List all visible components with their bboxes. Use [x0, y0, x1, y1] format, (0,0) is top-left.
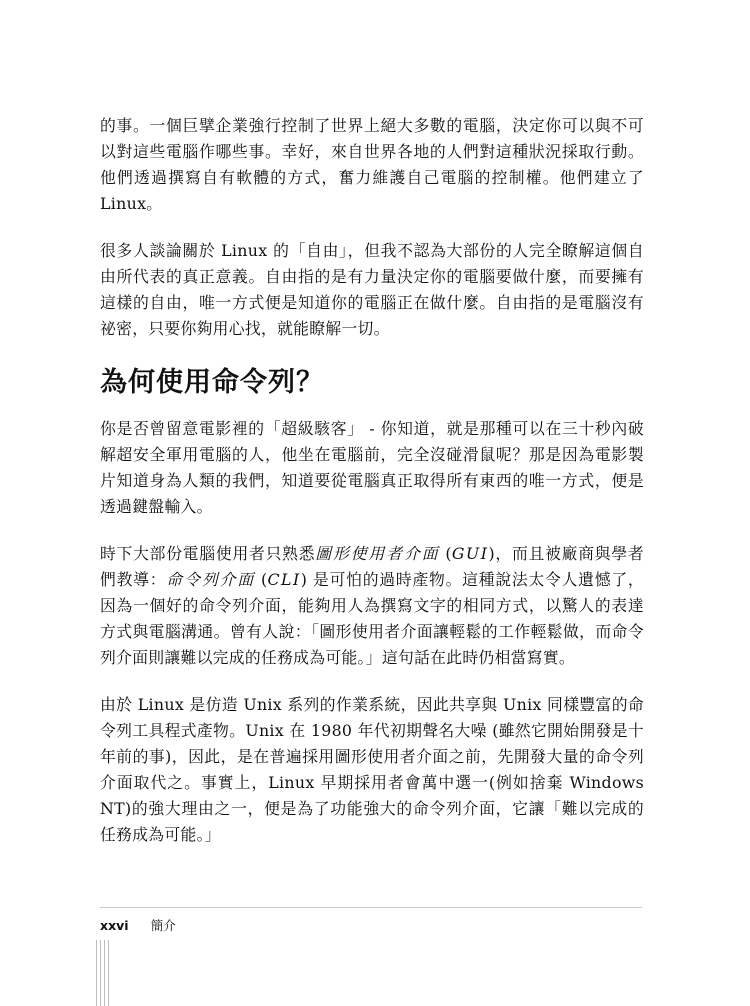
margin-bar [100, 940, 101, 1006]
page-body [100, 113, 644, 869]
section-paragraph-1: 你是否曾留意電影裡的「超級駭客」 - 你知道，就是那種可以在三十秒內破解超安全軍用電腦的人，他坐在電腦前，完全沒碰滑鼠呢？那是因為電影製片知道身為人類的我們，知道要從電腦真正取得所有東西的唯一方式，便是透過鍵盤輸入。 [100, 419, 644, 516]
margin-bars-decoration [96, 940, 110, 1006]
term-cli: 命令列介面 [166, 570, 256, 589]
running-head: 簡介 [150, 918, 176, 933]
section-paragraph-2 [100, 541, 644, 671]
section-heading: 為何使用命令列？ [100, 367, 324, 398]
section-paragraph-3: 由於 Linux 是仿造 Unix 系列的作業系統，因此共享與 Unix 同樣豐富的命令列工具程式產物。Unix 在 1980 年代初期聲名大噪 (雖然它開始開發是十年前的事)，因此，是在普遍採用圖形使用者介面之前，先開發大量的命令列介面取代之。事實上，Linux 早期採用者會萬中選一(例如捨棄 Windows NT)的強大理由之一，便是為了功能強大的命令列介面，它讓「難以完成的任務成為可能。」 [100, 695, 644, 844]
margin-bar [104, 940, 105, 1006]
abbr-cli: CLI [267, 570, 301, 589]
paragraph-text: )，而且被廠商與學者們教導： [100, 544, 644, 589]
abbr-gui: GUI [451, 544, 489, 563]
page-number: xxvi [100, 918, 129, 933]
footer-divider [100, 907, 642, 908]
paragraph-text: ( [439, 544, 452, 563]
margin-bar [96, 940, 97, 1006]
paragraph-text: ) 是可怕的過時產物。這種說法太令人遺憾了，因為一個好的命令列介面，能夠用人為撰寫文字的相同方式，以驚人的表達方式與電腦溝通。曾有人說：「圖形使用者介面讓輕鬆的工作輕鬆做，而命令列介面則讓難以完成的任務成為可能。」這句話在此時仍相當寫實。 [100, 570, 644, 667]
term-gui: 圖形使用者介面 [315, 544, 440, 563]
intro-paragraph-1: 的事。一個巨擘企業強行控制了世界上絕大多數的電腦，決定你可以與不可以對這些電腦作哪些事。幸好，來自世界各地的人們對這種狀況採取行動。他們透過撰寫自有軟體的方式，奮力維護自己電腦的控制權。他們建立了 Linux。 [100, 116, 644, 213]
page-footer [100, 918, 176, 935]
paragraph-text: 時下大部份電腦使用者只熟悉 [100, 544, 316, 563]
intro-paragraph-2: 很多人談論關於 Linux 的「自由」，但我不認為大部份的人完全瞭解這個自由所代表的真正意義。自由指的是有力量決定你的電腦要做什麼，而要擁有這樣的自由，唯一方式便是知道你的電腦正在做什麼。自由指的是電腦沒有祕密，只要你夠用心找，就能瞭解一切。 [100, 241, 644, 338]
margin-bar [108, 940, 109, 1006]
paragraph-text: ( [255, 570, 268, 589]
